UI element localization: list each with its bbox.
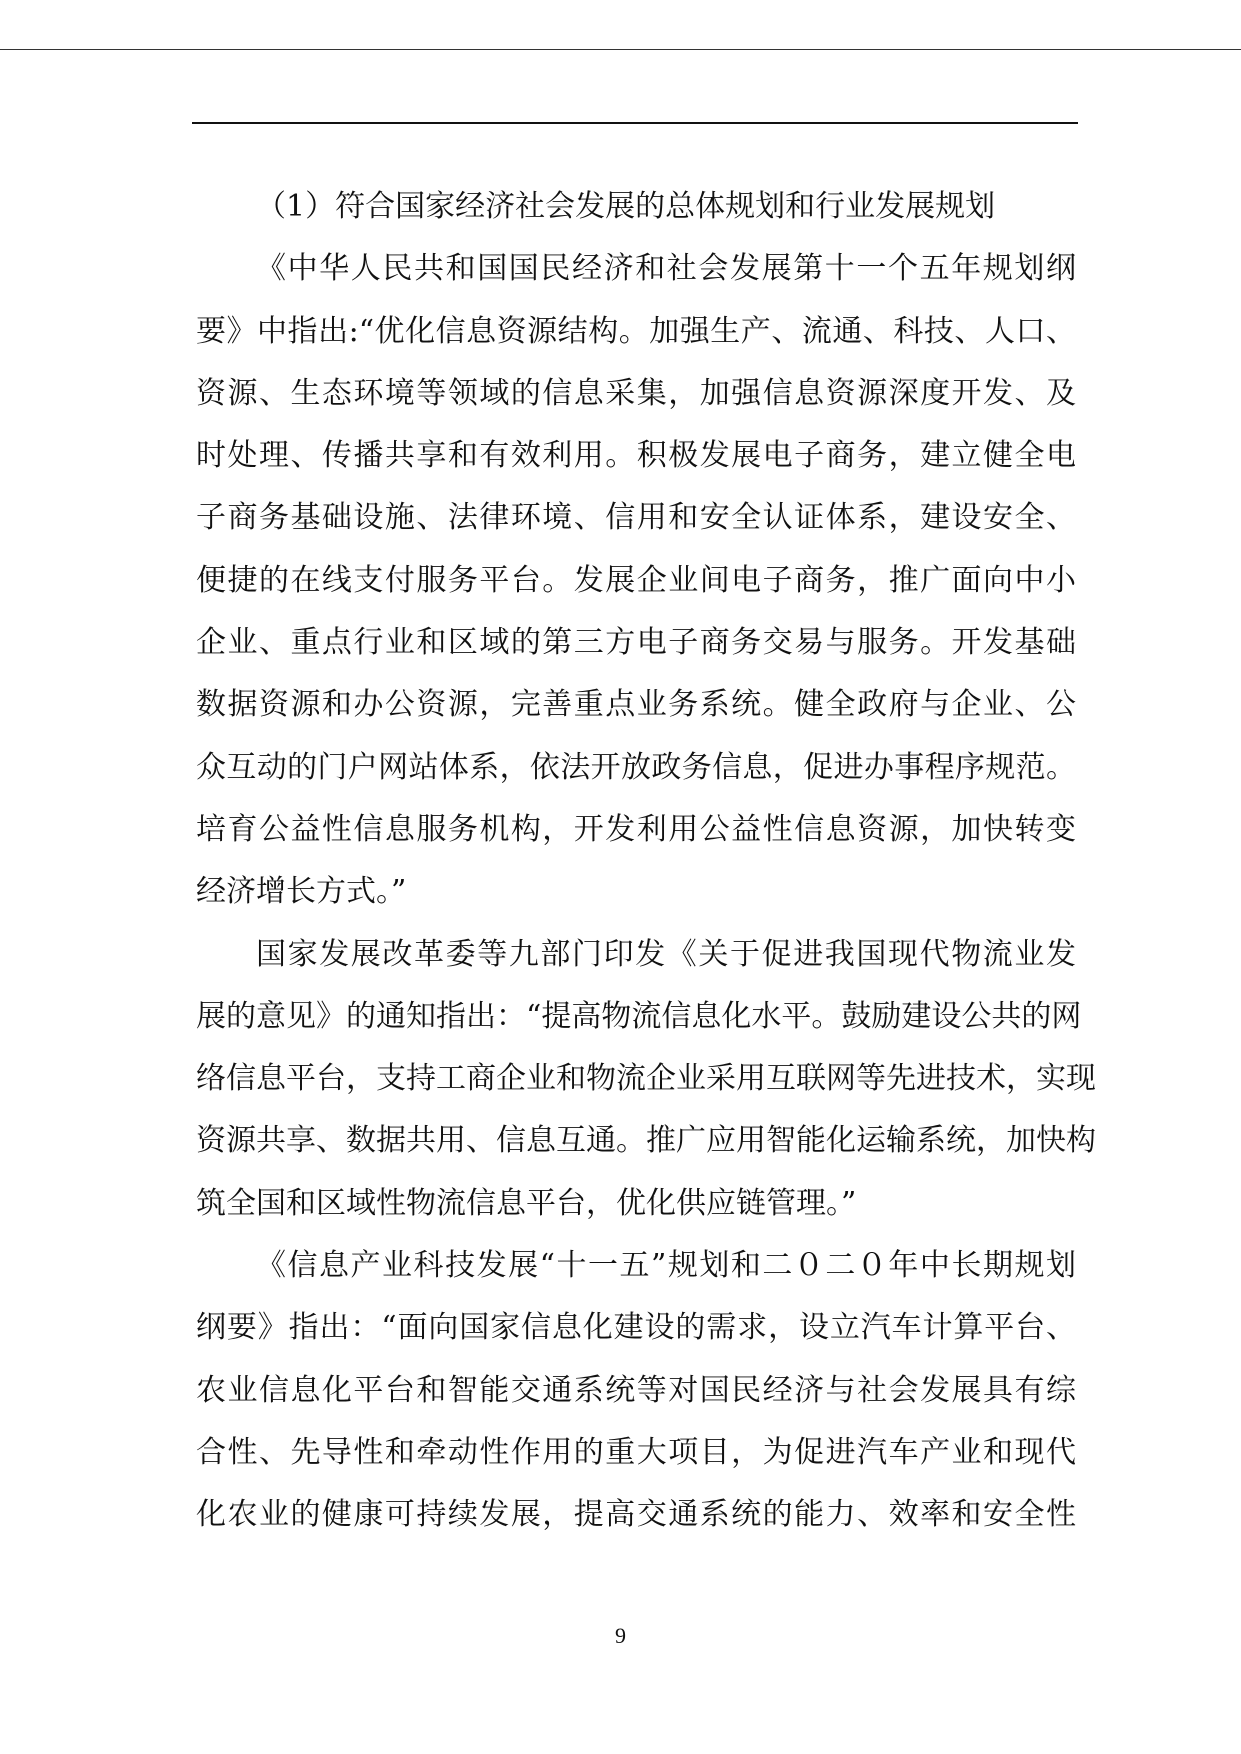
text-line: 众互动的门户网站体系，依法开放政务信息，促进办事程序规范。 <box>196 749 1076 785</box>
text-line: 便捷的在线支付服务平台。发展企业间电子商务，推广面向中小 <box>196 562 1076 598</box>
text-line: 子商务基础设施、法律环境、信用和安全认证体系，建设安全、 <box>196 500 1076 536</box>
text-line: 纲要》指出：“面向国家信息化建设的需求，设立汽车计算平台、 <box>196 1310 1076 1346</box>
text-line: 《信息产业科技发展“十一五”规划和二０二０年中长期规划 <box>256 1248 1076 1284</box>
text-line: （1）符合国家经济社会发展的总体规划和行业发展规划 <box>256 189 996 224</box>
text-line: 培育公益性信息服务机构，开发利用公益性信息资源，加快转变 <box>196 811 1076 847</box>
text-line: 资源共享、数据共用、信息互通。推广应用智能化运输系统，加快构 <box>196 1123 1096 1159</box>
text-line: 农业信息化平台和智能交通系统等对国民经济与社会发展具有综 <box>196 1372 1076 1408</box>
text-line: 筑全国和区域性物流信息平台，优化供应链管理。” <box>196 1185 857 1221</box>
page-number: 9 <box>615 1623 626 1648</box>
text-line: 化农业的健康可持续发展，提高交通系统的能力、效率和安全性 <box>196 1497 1076 1533</box>
text-line: 展的意见》的通知指出：“提高物流信息化水平。鼓励建设公共的网 <box>196 998 1082 1034</box>
text-line: 企业、重点行业和区域的第三方电子商务交易与服务。开发基础 <box>196 625 1076 661</box>
text-line: 国家发展改革委等九部门印发《关于促进我国现代物流业发 <box>256 936 1076 972</box>
text-line: 时处理、传播共享和有效利用。积极发展电子商务，建立健全电 <box>196 438 1076 474</box>
text-line: 经济增长方式。” <box>196 874 407 910</box>
text-line: 资源、生态环境等领域的信息采集，加强信息资源深度开发、及 <box>196 375 1076 411</box>
header-rule <box>192 122 1078 124</box>
document-body <box>196 176 1096 1547</box>
top-rule <box>0 49 1241 50</box>
text-line: 数据资源和办公资源，完善重点业务系统。健全政府与企业、公 <box>196 687 1076 723</box>
text-line: 要》中指出:“优化信息资源结构。加强生产、流通、科技、人口、 <box>196 313 1076 349</box>
text-line: 《中华人民共和国国民经济和社会发展第十一个五年规划纲 <box>256 251 1076 287</box>
text-line: 络信息平台，支持工商企业和物流企业采用互联网等先进技术，实现 <box>196 1061 1096 1097</box>
text-line: 合性、先导性和牵动性作用的重大项目，为促进汽车产业和现代 <box>196 1434 1076 1470</box>
